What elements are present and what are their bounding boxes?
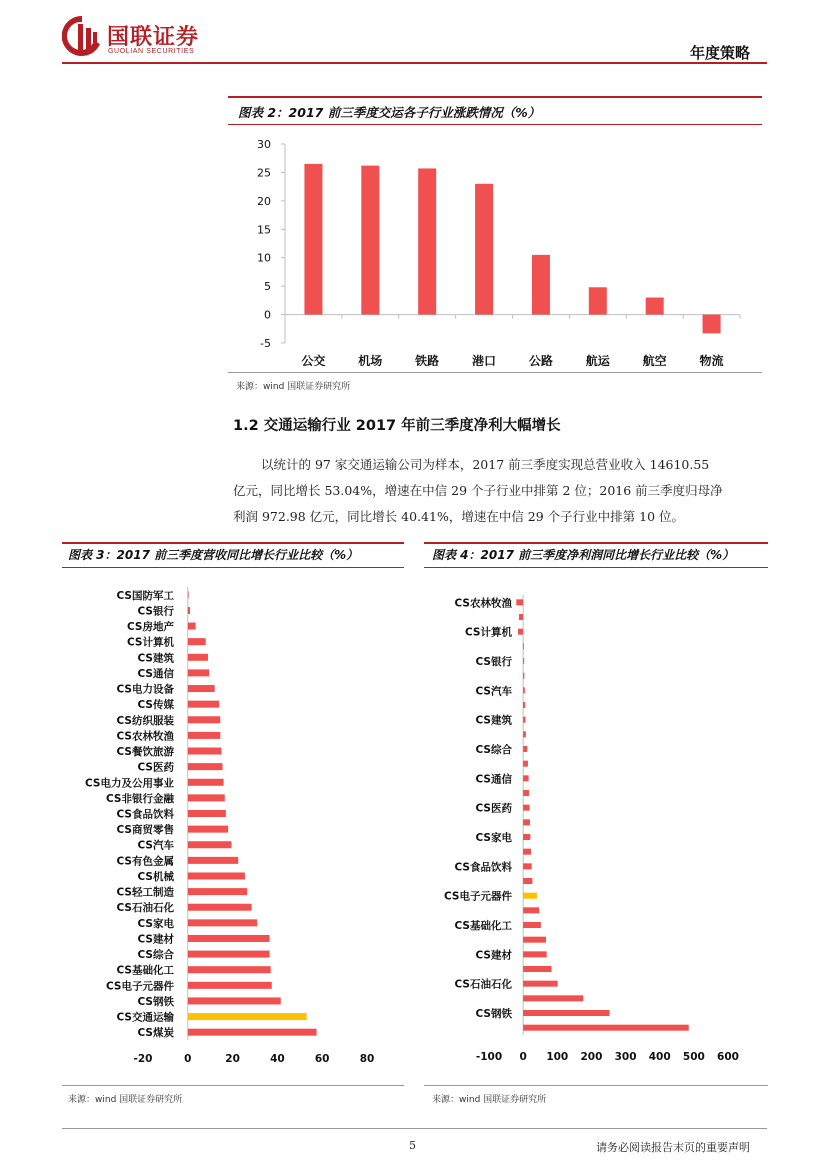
bar-row-10 [523, 746, 527, 752]
bar-row-4 [188, 654, 208, 661]
bar-row-1 [188, 607, 190, 614]
bar-row-21 [188, 919, 257, 926]
bar-row-17 [188, 857, 238, 864]
bar-row-29 [523, 1025, 689, 1031]
figure-2-source: 来源：wind 国联证券研究所 [236, 382, 351, 392]
category-label: CS医药 [475, 802, 512, 815]
category-label: CS交通运输 [116, 1011, 174, 1024]
category-label: CS纺织服装 [116, 714, 174, 727]
figure-4-title-rule [424, 567, 768, 568]
figure-4-title: 图表 4：2017 前三季度净利润同比增长行业比较（%） [432, 548, 735, 562]
logo-text-cn: 国联证券 [107, 25, 200, 50]
category-label: CS银行 [475, 656, 512, 668]
x-tick-label: 公交 [301, 354, 326, 366]
figure-2-chart [228, 126, 762, 366]
bar-row-2 [518, 629, 523, 635]
bar-row-16 [188, 841, 232, 848]
bar-row-12 [523, 775, 528, 781]
bar-row-6 [188, 685, 215, 692]
figure-2-title-rule [228, 124, 762, 125]
bar-物流 [703, 315, 721, 334]
bar-row-12 [188, 779, 224, 786]
bar-row-27 [523, 995, 583, 1001]
bar-row-19 [188, 888, 247, 895]
category-label: CS农林牧渔 [454, 597, 512, 610]
category-label: CS计算机 [465, 626, 512, 639]
bar-row-23 [523, 937, 546, 943]
bar-row-5 [523, 673, 524, 679]
bar-row-23 [188, 951, 270, 958]
figure-4 [424, 542, 768, 1112]
bar-row-8 [523, 717, 525, 723]
bar-row-3 [188, 638, 206, 645]
guolian-logo-icon [62, 14, 102, 58]
category-label: CS综合 [137, 949, 174, 962]
x-tick-label: 40 [270, 1053, 285, 1065]
page-number: 5 [409, 1139, 416, 1152]
category-label: CS房地产 [127, 621, 174, 634]
bar-航运 [589, 287, 607, 314]
figure-4-bottom-rule [424, 1085, 768, 1086]
bar-row-24 [188, 966, 271, 973]
header [0, 0, 827, 70]
bar-row-13 [523, 790, 529, 796]
category-label: CS汽车 [137, 839, 174, 852]
bar-row-15 [523, 819, 530, 825]
x-tick-label: 公路 [528, 354, 553, 366]
bar-row-17 [523, 849, 531, 855]
category-label: CS通信 [475, 773, 512, 786]
category-label: CS有色金属 [116, 855, 174, 868]
bar-row-24 [523, 951, 547, 957]
bar-row-28 [523, 1010, 609, 1016]
bar-row-16 [523, 834, 530, 840]
bar-铁路 [418, 168, 436, 314]
x-tick-label: -100 [475, 1051, 503, 1063]
bar-row-9 [523, 731, 526, 737]
bar-row-20 [188, 904, 252, 911]
bar-row-28 [188, 1029, 317, 1036]
category-label: CS煤炭 [137, 1027, 174, 1040]
category-label: CS建筑 [475, 714, 512, 727]
bar-row-6 [523, 687, 525, 693]
bar-row-7 [523, 702, 525, 708]
bar-row-14 [523, 805, 529, 811]
figure-2-top-rule [228, 96, 762, 98]
x-tick-label: 0 [519, 1051, 527, 1063]
header-divider [62, 62, 767, 64]
figure-4-top-rule [424, 542, 768, 544]
section-paragraph [233, 452, 773, 530]
category-label: CS家电 [475, 832, 512, 844]
category-label: CS计算机 [127, 636, 174, 649]
x-tick-label: 400 [648, 1051, 671, 1063]
category-label: CS钢铁 [475, 1008, 512, 1020]
category-label: CS非银行金融 [106, 792, 174, 805]
x-tick-label: 80 [359, 1053, 375, 1065]
category-label: CS轻工制造 [116, 886, 174, 899]
bar-row-18 [523, 863, 532, 869]
x-tick-label: 航空 [642, 354, 667, 366]
category-label: CS基础化工 [116, 964, 174, 977]
category-label: CS餐饮旅游 [116, 746, 174, 759]
y-tick-label: 5 [264, 280, 271, 294]
bar-row-25 [523, 966, 551, 972]
bar-row-18 [188, 872, 245, 879]
category-label: CS家电 [137, 917, 174, 930]
bar-航空 [646, 298, 664, 315]
bar-row-0 [516, 599, 523, 605]
bar-row-15 [188, 826, 228, 833]
logo-text-en: GUOLIAN SECURITIES [108, 48, 195, 55]
category-label: CS石油石化 [116, 902, 174, 915]
x-tick-label: 20 [225, 1053, 240, 1065]
y-tick-label: -5 [260, 337, 271, 350]
x-tick-label: 航运 [585, 354, 610, 366]
figure-3-bottom-rule [62, 1085, 404, 1086]
x-tick-label: 港口 [472, 354, 497, 366]
figure-3-source: 来源：wind 国联证券研究所 [68, 1095, 183, 1105]
report-type-label: 年度策略 [690, 44, 751, 62]
figure-2-title: 图表 2：2017 前三季度交运各子行业涨跌情况（%） [238, 105, 541, 120]
bar-row-8 [188, 716, 220, 723]
paragraph-line-3: 利润 972.98 亿元，同比增长 40.41%，增速在中信 29 个子行业中排第 10 位。 [233, 509, 685, 524]
footer-disclaimer: 请务必阅读报告末页的重要声明 [596, 1141, 750, 1154]
bar-row-2 [188, 623, 196, 630]
x-tick-label: 600 [717, 1051, 739, 1063]
x-tick-label: 500 [682, 1051, 705, 1063]
bar-row-22 [188, 935, 270, 942]
category-label: CS综合 [475, 744, 512, 756]
bar-row-25 [188, 982, 272, 989]
bar-row-26 [523, 981, 557, 987]
bar-公路 [532, 255, 550, 315]
bar-row-22 [523, 922, 541, 928]
bar-row-27 [188, 1013, 307, 1020]
bar-row-9 [188, 732, 220, 739]
bar-row-19 [523, 878, 532, 884]
category-label: CS建筑 [137, 652, 174, 665]
category-label: CS机械 [137, 870, 174, 883]
category-label: CS商贸零售 [116, 824, 174, 837]
category-label: CS国防军工 [116, 589, 174, 602]
bar-公交 [304, 164, 322, 315]
section-heading: 1.2 交通运输行业 2017 年前三季度净利大幅增长 [233, 418, 561, 434]
y-tick-label: 0 [264, 308, 271, 322]
category-label: CS食品饮料 [454, 861, 512, 874]
bar-row-13 [188, 794, 225, 801]
figure-3-title-rule [62, 567, 404, 568]
x-tick-label: 0 [184, 1053, 192, 1065]
x-tick-label: 机场 [358, 354, 383, 366]
x-tick-label: 物流 [699, 354, 724, 366]
category-label: CS钢铁 [137, 995, 174, 1008]
category-label: CS农林牧渔 [116, 730, 174, 743]
y-tick-label: 30 [257, 138, 271, 151]
figure-2-bottom-rule [228, 372, 762, 373]
footer-rule [62, 1128, 767, 1129]
y-tick-label: 25 [257, 166, 271, 180]
bar-row-4 [523, 658, 524, 664]
category-label: CS电子元器件 [106, 980, 174, 993]
category-label: CS汽车 [475, 685, 512, 698]
bar-row-20 [523, 893, 537, 899]
category-label: CS石油石化 [454, 978, 512, 991]
paragraph-line-2: 亿元，同比增长 53.04%，增速在中信 29 个子行业中排第 2 位；2016 前三季度归母净 [233, 483, 723, 498]
category-label: CS传媒 [137, 699, 174, 712]
x-tick-label: 100 [546, 1051, 569, 1063]
bar-row-11 [523, 761, 528, 767]
x-tick-label: 60 [314, 1053, 330, 1065]
category-label: CS电力及公用事业 [85, 777, 174, 790]
figure-3-top-rule [62, 542, 404, 544]
x-tick-label: -20 [133, 1053, 153, 1065]
category-label: CS建材 [137, 933, 174, 946]
category-label: CS电子元器件 [444, 890, 512, 903]
category-label: CS银行 [137, 605, 174, 618]
figure-3-title: 图表 3：2017 前三季度营收同比增长行业比较（%） [68, 548, 359, 562]
bar-row-3 [523, 643, 524, 649]
bar-row-0 [188, 591, 189, 598]
bar-row-5 [188, 669, 209, 676]
paragraph-line-1: 以统计的 97 家交通运输公司为样本，2017 前三季度实现总营业收入 14610.55 [261, 457, 710, 472]
y-tick-label: 20 [257, 194, 271, 208]
category-label: CS电力设备 [116, 683, 174, 696]
x-tick-label: 300 [614, 1051, 637, 1063]
bar-row-11 [188, 763, 223, 770]
x-tick-label: 200 [580, 1051, 603, 1063]
figure-3-chart [62, 570, 404, 1080]
category-label: CS通信 [137, 667, 174, 680]
figure-4-source: 来源：wind 国联证券研究所 [432, 1095, 547, 1105]
bar-港口 [475, 184, 493, 315]
x-tick-label: 铁路 [415, 354, 440, 366]
bar-row-10 [188, 748, 222, 755]
bar-row-7 [188, 701, 219, 708]
figure-3 [62, 542, 404, 1112]
bar-机场 [361, 166, 379, 315]
bar-row-14 [188, 810, 226, 817]
y-tick-label: 15 [257, 223, 271, 237]
figure-2 [228, 96, 762, 396]
category-label: CS建材 [475, 949, 512, 962]
bar-row-26 [188, 997, 281, 1004]
bar-row-21 [523, 907, 539, 913]
bar-row-1 [519, 614, 523, 620]
category-label: CS医药 [137, 761, 174, 774]
y-tick-label: 10 [257, 251, 271, 265]
category-label: CS食品饮料 [116, 808, 174, 821]
figure-4-chart [424, 570, 768, 1080]
category-label: CS基础化工 [454, 920, 512, 932]
